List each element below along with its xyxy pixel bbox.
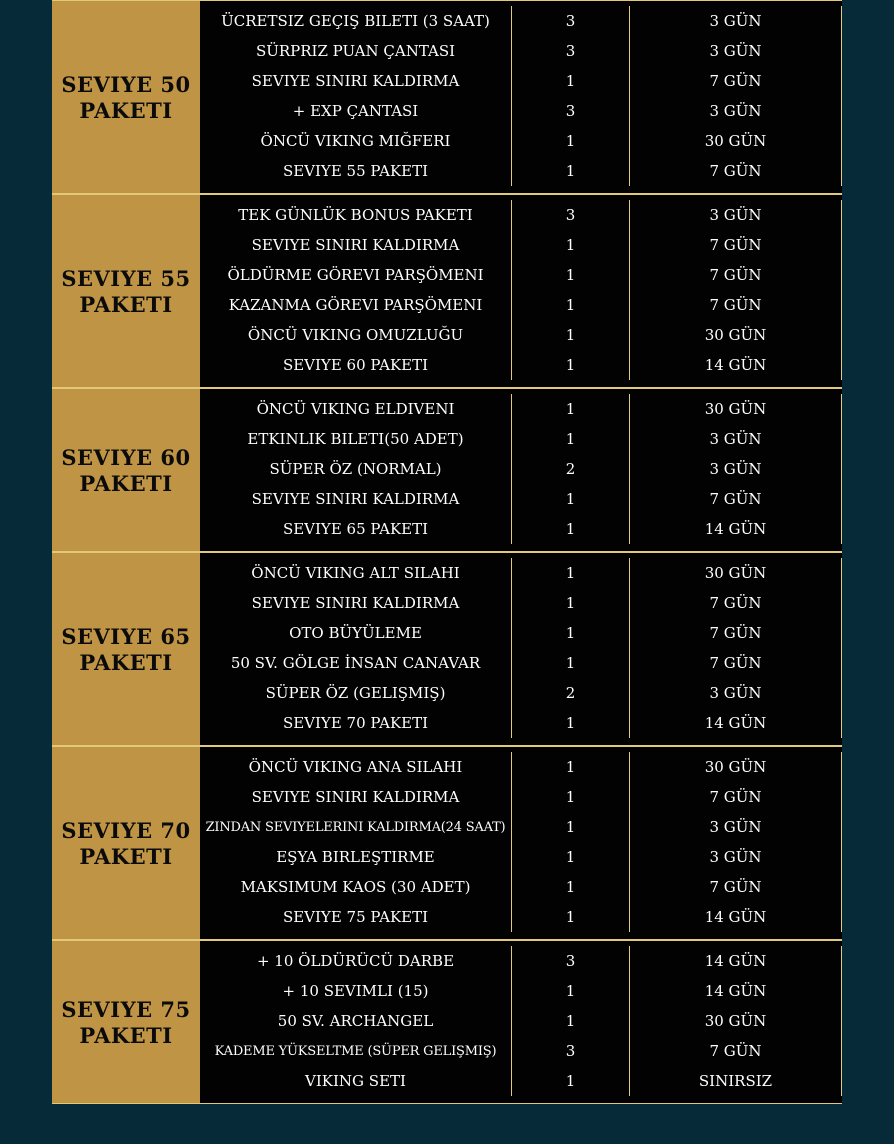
item-quantity: 1 — [512, 260, 630, 290]
item-quantity: 1 — [512, 320, 630, 350]
package-name: SEVIYE 60 PAKETI — [61, 445, 191, 496]
table-row — [200, 290, 842, 320]
item-name: + 10 ÖLDÜRÜCÜ DARBE — [200, 946, 512, 976]
item-quantity: 3 — [512, 946, 630, 976]
package-name: SEVIYE 70 PAKETI — [61, 818, 191, 869]
item-quantity: 3 — [512, 1036, 630, 1066]
package-name-cell — [52, 553, 200, 745]
item-quantity: 3 — [512, 36, 630, 66]
item-quantity: 1 — [512, 842, 630, 872]
item-duration: 7 GÜN — [630, 648, 842, 678]
package-name-cell — [52, 389, 200, 551]
item-quantity: 1 — [512, 514, 630, 544]
table-row — [200, 96, 842, 126]
item-name: SEVIYE SINIRI KALDIRMA — [200, 230, 512, 260]
item-duration: 14 GÜN — [630, 514, 842, 544]
item-name: ÖLDÜRME GÖREVI PARŞÖMENI — [200, 260, 512, 290]
item-name: + EXP ÇANTASI — [200, 96, 512, 126]
package-name: SEVIYE 75 PAKETI — [61, 997, 191, 1048]
table-row — [200, 902, 842, 932]
item-quantity: 1 — [512, 588, 630, 618]
item-name: ÖNCÜ VIKING MIĞFERI — [200, 126, 512, 156]
table-row — [200, 514, 842, 544]
package-group — [52, 939, 842, 1103]
table-row — [200, 1066, 842, 1096]
package-item-rows — [200, 941, 842, 1103]
table-row — [200, 976, 842, 1006]
item-name: SEVIYE SINIRI KALDIRMA — [200, 782, 512, 812]
table-row — [200, 708, 842, 738]
table-row — [200, 484, 842, 514]
item-duration: 7 GÜN — [630, 484, 842, 514]
table-row — [200, 36, 842, 66]
item-quantity: 1 — [512, 812, 630, 842]
item-name: 50 SV. GÖLGE İNSAN CANAVAR — [200, 648, 512, 678]
item-name: MAKSIMUM KAOS (30 ADET) — [200, 872, 512, 902]
item-quantity: 1 — [512, 424, 630, 454]
item-name: SEVIYE 70 PAKETI — [200, 708, 512, 738]
package-name-cell — [52, 195, 200, 387]
item-duration: 30 GÜN — [630, 752, 842, 782]
item-quantity: 1 — [512, 66, 630, 96]
item-duration: 7 GÜN — [630, 66, 842, 96]
item-name: SÜPER ÖZ (GELIŞMIŞ) — [200, 678, 512, 708]
item-duration: 3 GÜN — [630, 678, 842, 708]
table-row — [200, 394, 842, 424]
item-name: SEVIYE 75 PAKETI — [200, 902, 512, 932]
item-duration: 7 GÜN — [630, 618, 842, 648]
item-duration: 14 GÜN — [630, 350, 842, 380]
item-duration: 7 GÜN — [630, 1036, 842, 1066]
item-name: EŞYA BIRLEŞTIRME — [200, 842, 512, 872]
table-row — [200, 320, 842, 350]
item-quantity: 1 — [512, 126, 630, 156]
item-quantity: 1 — [512, 484, 630, 514]
package-group — [52, 0, 842, 193]
item-name: SEVIYE 55 PAKETI — [200, 156, 512, 186]
table-row — [200, 350, 842, 380]
item-name: SEVIYE SINIRI KALDIRMA — [200, 66, 512, 96]
item-quantity: 2 — [512, 454, 630, 484]
item-quantity: 1 — [512, 618, 630, 648]
package-item-rows — [200, 1, 842, 193]
item-quantity: 1 — [512, 976, 630, 1006]
item-quantity: 3 — [512, 200, 630, 230]
table-row — [200, 6, 842, 36]
package-rewards-table — [52, 0, 842, 1104]
item-duration: 3 GÜN — [630, 842, 842, 872]
item-duration: 7 GÜN — [630, 872, 842, 902]
item-name: OTO BÜYÜLEME — [200, 618, 512, 648]
package-name: SEVIYE 55 PAKETI — [61, 266, 191, 317]
item-quantity: 1 — [512, 648, 630, 678]
item-quantity: 3 — [512, 96, 630, 126]
item-quantity: 3 — [512, 6, 630, 36]
item-name: ZINDAN SEVIYELERINI KALDIRMA(24 SAAT) — [200, 812, 512, 842]
item-quantity: 1 — [512, 872, 630, 902]
item-name: SEVIYE SINIRI KALDIRMA — [200, 588, 512, 618]
table-row — [200, 752, 842, 782]
item-name: TEK GÜNLÜK BONUS PAKETI — [200, 200, 512, 230]
table-row — [200, 454, 842, 484]
item-name: SEVIYE SINIRI KALDIRMA — [200, 484, 512, 514]
item-name: SÜPER ÖZ (NORMAL) — [200, 454, 512, 484]
item-name: SÜRPRIZ PUAN ÇANTASI — [200, 36, 512, 66]
table-row — [200, 946, 842, 976]
item-duration: 3 GÜN — [630, 200, 842, 230]
item-name: SEVIYE 60 PAKETI — [200, 350, 512, 380]
package-group — [52, 193, 842, 387]
package-name-cell — [52, 747, 200, 939]
table-row — [200, 842, 842, 872]
item-name: ÖNCÜ VIKING OMUZLUĞU — [200, 320, 512, 350]
table-row — [200, 126, 842, 156]
table-row — [200, 588, 842, 618]
table-row — [200, 156, 842, 186]
item-quantity: 1 — [512, 902, 630, 932]
item-duration: 30 GÜN — [630, 320, 842, 350]
item-duration: 7 GÜN — [630, 230, 842, 260]
item-quantity: 1 — [512, 1006, 630, 1036]
item-name: ÖNCÜ VIKING ANA SILAHI — [200, 752, 512, 782]
item-duration: 30 GÜN — [630, 126, 842, 156]
item-duration: 3 GÜN — [630, 424, 842, 454]
package-name-cell — [52, 941, 200, 1103]
item-quantity: 1 — [512, 708, 630, 738]
item-name: KADEME YÜKSELTME (SÜPER GELIŞMIŞ) — [200, 1036, 512, 1066]
package-item-rows — [200, 195, 842, 387]
item-duration: 7 GÜN — [630, 290, 842, 320]
item-duration: 7 GÜN — [630, 156, 842, 186]
item-duration: 3 GÜN — [630, 36, 842, 66]
item-duration: 14 GÜN — [630, 902, 842, 932]
item-duration: 30 GÜN — [630, 558, 842, 588]
item-duration: 3 GÜN — [630, 6, 842, 36]
item-duration: 7 GÜN — [630, 782, 842, 812]
item-name: SEVIYE 65 PAKETI — [200, 514, 512, 544]
item-quantity: 1 — [512, 156, 630, 186]
item-quantity: 1 — [512, 350, 630, 380]
item-duration: 30 GÜN — [630, 394, 842, 424]
item-name: ETKINLIK BILETI(50 ADET) — [200, 424, 512, 454]
item-duration: 14 GÜN — [630, 708, 842, 738]
table-row — [200, 1036, 842, 1066]
item-duration: 30 GÜN — [630, 1006, 842, 1036]
item-duration: 7 GÜN — [630, 260, 842, 290]
table-row — [200, 1006, 842, 1036]
table-row — [200, 678, 842, 708]
table-row — [200, 200, 842, 230]
item-quantity: 1 — [512, 782, 630, 812]
item-name: ÖNCÜ VIKING ALT SILAHI — [200, 558, 512, 588]
item-duration: SINIRSIZ — [630, 1066, 842, 1096]
item-name: + 10 SEVIMLI (15) — [200, 976, 512, 1006]
item-duration: 14 GÜN — [630, 976, 842, 1006]
item-quantity: 1 — [512, 290, 630, 320]
item-quantity: 1 — [512, 752, 630, 782]
item-quantity: 1 — [512, 1066, 630, 1096]
item-duration: 3 GÜN — [630, 454, 842, 484]
table-row — [200, 66, 842, 96]
package-group — [52, 551, 842, 745]
table-row — [200, 648, 842, 678]
package-item-rows — [200, 747, 842, 939]
table-row — [200, 812, 842, 842]
item-duration: 14 GÜN — [630, 946, 842, 976]
package-name: SEVIYE 50 PAKETI — [61, 72, 191, 123]
item-duration: 7 GÜN — [630, 588, 842, 618]
item-name: KAZANMA GÖREVI PARŞÖMENI — [200, 290, 512, 320]
package-name-cell — [52, 1, 200, 193]
table-row — [200, 618, 842, 648]
item-name: 50 SV. ARCHANGEL — [200, 1006, 512, 1036]
item-name: ÖNCÜ VIKING ELDIVENI — [200, 394, 512, 424]
package-item-rows — [200, 553, 842, 745]
item-quantity: 1 — [512, 230, 630, 260]
table-row — [200, 260, 842, 290]
item-duration: 3 GÜN — [630, 96, 842, 126]
item-duration: 3 GÜN — [630, 812, 842, 842]
item-name: VIKING SETI — [200, 1066, 512, 1096]
item-quantity: 1 — [512, 558, 630, 588]
table-row — [200, 782, 842, 812]
item-quantity: 1 — [512, 394, 630, 424]
package-item-rows — [200, 389, 842, 551]
package-name: SEVIYE 65 PAKETI — [61, 624, 191, 675]
table-row — [200, 424, 842, 454]
table-row — [200, 230, 842, 260]
item-name: ÜCRETSIZ GEÇIŞ BILETI (3 SAAT) — [200, 6, 512, 36]
table-row — [200, 558, 842, 588]
package-group — [52, 745, 842, 939]
package-group — [52, 387, 842, 551]
item-quantity: 2 — [512, 678, 630, 708]
table-row — [200, 872, 842, 902]
